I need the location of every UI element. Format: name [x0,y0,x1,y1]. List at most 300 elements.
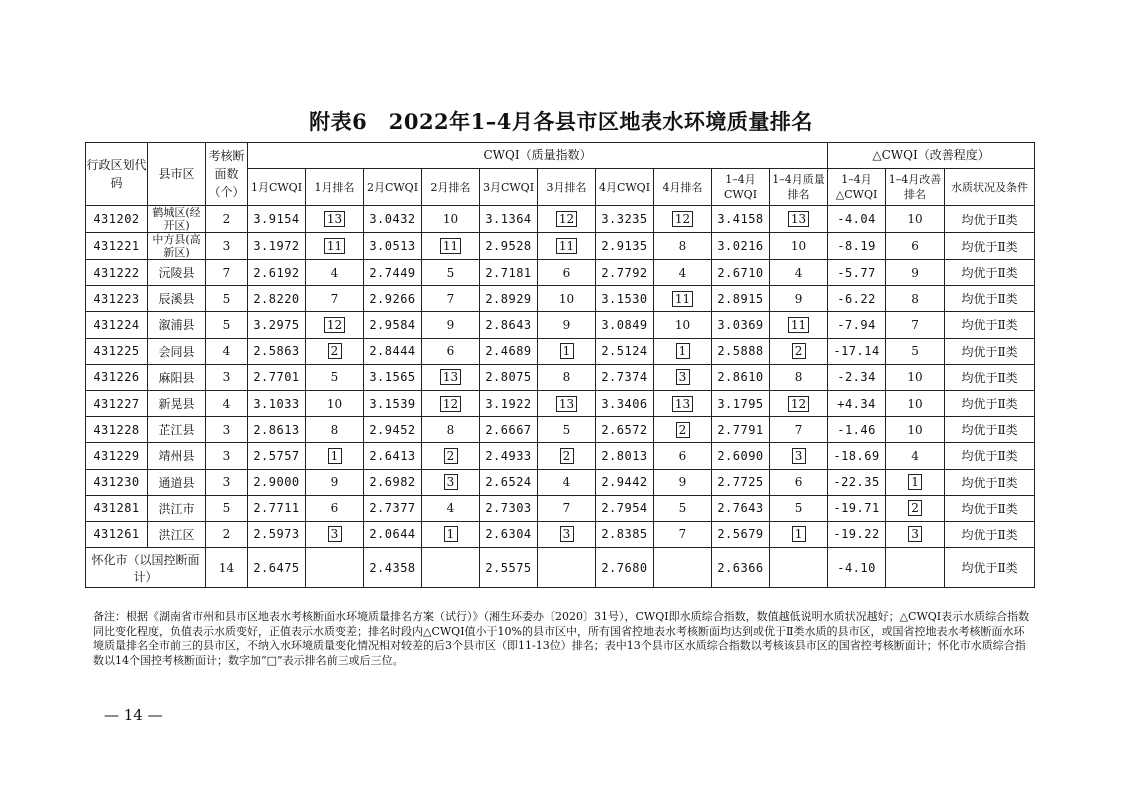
cell-value: 2 [222,527,231,542]
cell-value: -5.77 [837,265,876,280]
jan-rank-cell [306,469,364,495]
jan-cwqi-cell [248,521,306,547]
q-rank-cell [770,260,828,286]
cell-value: 431230 [93,475,140,490]
mar-rank-cell [538,312,596,338]
status-cell [945,417,1035,443]
rank-value: 5 [446,265,455,280]
apr-rank-cell [654,443,712,469]
cell-value: -2.34 [837,370,876,385]
cell-value: 2 [222,212,231,226]
rank-value: 7 [911,317,919,332]
sections-cell [206,312,248,338]
table-body [86,206,1035,588]
rank-value: 10 [442,212,459,226]
apr-rank-cell [654,469,712,495]
feb-rank-cell [422,469,480,495]
cell-value: 3.3235 [601,212,648,226]
apr-cwqi-cell [596,364,654,390]
q-rank-cell [770,495,828,521]
rank-value: 2 [908,500,922,516]
rank-value: 5 [794,501,803,516]
apr-rank-cell [654,390,712,416]
rank-value: 12 [324,317,345,333]
mar-cwqi-cell [480,495,538,521]
header-apr-cwqi: 4月CWQI [596,169,654,206]
delta-rank-cell [886,495,945,521]
total-empty-cell [770,548,828,588]
header-jan-cwqi: 1月CWQI [248,169,306,206]
cell-value: 3.1795 [717,396,764,411]
delta-rank-cell [886,233,945,260]
delta-rank-cell [886,443,945,469]
cell-value: 辰溪县 [158,292,195,307]
rank-value: 6 [794,475,803,490]
feb-cwqi-cell [364,417,422,443]
feb-rank-cell [422,312,480,338]
county-cell [148,521,206,547]
cell-value: 431225 [93,344,140,359]
feb-cwqi-cell [364,390,422,416]
cell-value: -18.69 [833,448,880,463]
rank-value: 2 [560,448,574,464]
code-cell [86,495,148,521]
mar-cwqi-cell [480,390,538,416]
rank-value: 8 [562,370,571,385]
rank-value: 4 [678,265,687,280]
feb-cwqi-cell [364,495,422,521]
rank-value: 9 [330,475,339,490]
cell-value: -8.19 [837,239,876,253]
cell-value: -17.14 [833,344,880,359]
q-cwqi-cell [712,469,770,495]
rank-value: 5 [330,370,339,385]
cell-value: 2.8915 [717,291,764,306]
cell-value: 3.0216 [717,239,764,253]
cell-value: 2.8929 [485,291,532,306]
rank-value: 6 [678,448,687,463]
cell-value: 3 [222,370,231,385]
total-jan-cwqi-cell: 2.6475 [248,548,306,588]
cell-value: 2.8013 [601,448,648,463]
apr-rank-cell [654,312,712,338]
cell-value: 431221 [93,239,140,253]
jan-cwqi-cell [248,338,306,364]
mar-cwqi-cell [480,417,538,443]
feb-cwqi-cell [364,233,422,260]
total-status-cell: 均优于Ⅱ类 [945,548,1035,588]
total-empty-cell [654,548,712,588]
cell-value: -22.35 [833,475,880,490]
mar-rank-cell [538,495,596,521]
delta-cell [828,260,886,286]
cell-value: 3.1565 [369,370,416,385]
cell-value: 2.5973 [253,527,300,542]
table-row [86,469,1035,495]
cell-value: 通道县 [158,475,195,490]
cell-value: 麻阳县 [158,370,195,385]
sections-cell [206,390,248,416]
apr-cwqi-cell [596,495,654,521]
cell-value: 会同县 [158,344,195,359]
code-cell [86,312,148,338]
apr-rank-cell [654,206,712,233]
mar-cwqi-cell [480,286,538,312]
rank-value: 6 [446,344,455,359]
cell-value: 4 [222,396,231,411]
cell-value: -4.04 [837,212,876,226]
cell-value: 3.0432 [369,212,416,226]
cell-value: 均优于Ⅱ类 [961,292,1018,307]
delta-cell [828,469,886,495]
rank-value: 3 [792,448,806,464]
cell-value: -19.22 [833,527,880,542]
q-cwqi-cell [712,443,770,469]
cell-value: 沅陵县 [158,266,195,281]
cell-value: 3 [222,475,231,490]
rank-value: 1 [444,526,458,542]
cell-value: 芷江县 [158,423,195,438]
header-status: 水质状况及条件 [945,169,1035,206]
mar-cwqi-cell [480,233,538,260]
county-cell [148,364,206,390]
cell-value: 2.9442 [601,475,648,490]
sections-cell [206,364,248,390]
rank-value: 9 [562,317,571,332]
cell-value: 3 [222,239,231,253]
header-jan-rank: 1月排名 [306,169,364,206]
header-mar-cwqi: 3月CWQI [480,169,538,206]
cell-value: 2.8610 [717,370,764,385]
total-empty-cell [422,548,480,588]
feb-rank-cell [422,443,480,469]
apr-rank-cell [654,521,712,547]
mar-cwqi-cell [480,206,538,233]
county-cell [148,443,206,469]
county-cell [148,495,206,521]
feb-cwqi-cell [364,469,422,495]
apr-cwqi-cell [596,443,654,469]
cell-value: 431222 [93,265,140,280]
feb-cwqi-cell [364,286,422,312]
code-cell [86,260,148,286]
cell-value: 2.7954 [601,501,648,516]
total-mar-cwqi-cell: 2.5575 [480,548,538,588]
cell-value: 2.7643 [717,501,764,516]
mar-rank-cell [538,233,596,260]
feb-cwqi-cell [364,260,422,286]
mar-rank-cell [538,206,596,233]
mar-cwqi-cell [480,338,538,364]
cell-value: 2.7725 [717,475,764,490]
delta-rank-cell [886,417,945,443]
cell-value: 2.5888 [717,344,764,359]
status-cell [945,206,1035,233]
jan-rank-cell [306,338,364,364]
q-cwqi-cell [712,521,770,547]
cell-value: +4.34 [837,396,876,411]
page-title: 附表6 2022年1–4月各县市区地表水环境质量排名 [309,109,813,134]
code-cell [86,233,148,260]
cell-value: -19.71 [833,501,880,516]
feb-rank-cell [422,364,480,390]
rank-value: 10 [790,239,807,253]
rank-value: 10 [558,291,575,306]
table-row [86,495,1035,521]
rank-value: 5 [911,344,919,359]
cell-value: 2.6710 [717,265,764,280]
sections-cell [206,521,248,547]
rank-value: 3 [444,474,458,490]
sections-cell [206,495,248,521]
q-rank-cell [770,417,828,443]
rank-value: 3 [676,369,690,385]
cell-value: 2.6413 [369,448,416,463]
delta-rank-cell [886,260,945,286]
cell-value: 均优于Ⅱ类 [961,475,1018,490]
feb-cwqi-cell [364,521,422,547]
code-cell [86,390,148,416]
status-cell [945,233,1035,260]
apr-cwqi-cell [596,390,654,416]
cell-value: 2.0644 [369,527,416,542]
code-cell [86,286,148,312]
cell-value: 2.5124 [601,344,648,359]
table-row [86,338,1035,364]
cell-value: 431223 [93,291,140,306]
cell-value: 3.0849 [601,317,648,332]
sections-cell [206,469,248,495]
sections-cell [206,286,248,312]
rank-value: 13 [556,396,577,412]
cell-value: 2.6572 [601,422,648,437]
rank-value: 5 [562,422,571,437]
cell-value: 2.7711 [253,501,300,516]
cell-value: 3.1530 [601,291,648,306]
jan-cwqi-cell [248,312,306,338]
cell-value: 3.1972 [253,239,300,253]
cell-value: 均优于Ⅱ类 [961,344,1018,359]
cell-value: -1.46 [837,422,876,437]
rank-value: 9 [446,317,455,332]
cell-value: 2.7303 [485,501,532,516]
status-cell [945,469,1035,495]
q-cwqi-cell [712,338,770,364]
cell-value: 3.1364 [485,212,532,226]
cell-value: 2.8613 [253,422,300,437]
rank-value: 7 [562,501,571,516]
header-sections: 考核断面数（个） [206,143,248,206]
rank-value: 10 [907,212,923,226]
ranking-table [85,142,1035,588]
q-cwqi-cell [712,417,770,443]
cell-value: 5 [222,501,231,516]
rank-value: 8 [794,370,803,385]
sections-cell [206,443,248,469]
county-cell [148,206,206,233]
rank-value: 10 [907,370,923,385]
rank-value: 4 [794,265,803,280]
rank-value: 6 [330,501,339,516]
mar-cwqi-cell [480,260,538,286]
county-cell [148,233,206,260]
mar-rank-cell [538,260,596,286]
status-cell [945,286,1035,312]
cell-value: 2.6667 [485,422,532,437]
jan-cwqi-cell [248,443,306,469]
sections-cell [206,233,248,260]
q-cwqi-cell [712,312,770,338]
status-cell [945,338,1035,364]
cell-value: 2.6304 [485,527,532,542]
cell-value: 2.7377 [369,501,416,516]
delta-cell [828,443,886,469]
table-row [86,233,1035,260]
rank-value: 4 [562,475,571,490]
q-rank-cell [770,338,828,364]
rank-value: 7 [330,291,339,306]
rank-value: 1 [328,448,342,464]
rank-value: 11 [556,238,577,254]
footnote: 备注：根据《湖南省市州和县市区地表水考核断面水环境质量排名方案（试行）》（湘生环委办〔2020〕31号），CWQI即水质综合指数，数值越低说明水质状况越好；△CWQI表示水质综合指数同比变化程度，负值表示水质变好，正值表示水质变差；排名时段内△CWQI值小于10%的县市区中，所有国省控地表水考核断面均达到或优于Ⅱ类水质的县市区，或国省控地表水考核断面水环境质量排名全市前三的县市区，不纳入水环境质量变化情况相对较差的后3个县市区（即11-13位）排名；表中13个县市区水质综合指数以考核该县市区的国省控考核断面计；怀化市水质综合指数以14个国控考核断面计；数字加“□”表示排名前三或后三位。 [93,610,1030,667]
mar-rank-cell [538,469,596,495]
q-rank-cell [770,206,828,233]
rank-value: 6 [562,265,571,280]
mar-rank-cell [538,364,596,390]
apr-rank-cell [654,260,712,286]
county-cell [148,417,206,443]
cell-value: 2.8643 [485,317,532,332]
feb-rank-cell [422,260,480,286]
cell-value: 2.6192 [253,265,300,280]
delta-cell [828,206,886,233]
feb-cwqi-cell [364,443,422,469]
cell-value: 均优于Ⅱ类 [961,212,1018,227]
cell-value: 均优于Ⅱ类 [961,449,1018,464]
mar-cwqi-cell [480,443,538,469]
delta-rank-cell [886,312,945,338]
cell-value: 7 [222,265,231,280]
rank-value: 2 [792,343,806,359]
cell-value: 431227 [93,396,140,411]
header-delta-group: △CWQI（改善程度） [828,143,1035,169]
jan-cwqi-cell [248,495,306,521]
page-number: — 14 — [104,706,163,724]
apr-rank-cell [654,417,712,443]
q-cwqi-cell [712,390,770,416]
rank-value: 8 [678,239,687,253]
q-cwqi-cell [712,495,770,521]
cell-value: 431226 [93,370,140,385]
apr-cwqi-cell [596,417,654,443]
cell-value: -6.22 [837,291,876,306]
rank-value: 11 [788,317,809,333]
header-q-cwqi: 1–4月CWQI [712,169,770,206]
q-rank-cell [770,521,828,547]
jan-rank-cell [306,364,364,390]
cell-value: 2.7791 [717,422,764,437]
status-cell [945,495,1035,521]
mar-rank-cell [538,443,596,469]
rank-value: 8 [330,422,339,437]
apr-cwqi-cell [596,312,654,338]
cell-value: 5 [222,291,231,306]
cell-value: 431224 [93,317,140,332]
county-cell [148,338,206,364]
total-delta-cell: -4.10 [828,548,886,588]
apr-cwqi-cell [596,469,654,495]
apr-cwqi-cell [596,338,654,364]
rank-value: 10 [907,422,923,437]
cell-value: 3 [222,422,231,437]
status-cell [945,364,1035,390]
q-rank-cell [770,364,828,390]
rank-value: 13 [672,396,693,412]
county-cell [148,260,206,286]
feb-rank-cell [422,338,480,364]
q-rank-cell [770,469,828,495]
mar-cwqi-cell [480,469,538,495]
cell-value: 3.3406 [601,396,648,411]
delta-cell [828,495,886,521]
sections-cell [206,206,248,233]
rank-value: 5 [678,501,687,516]
rank-value: 8 [911,291,919,306]
status-cell [945,312,1035,338]
rank-value: 10 [674,317,691,332]
cell-value: 2.9452 [369,422,416,437]
status-cell [945,443,1035,469]
delta-cell [828,286,886,312]
feb-rank-cell [422,286,480,312]
apr-cwqi-cell [596,260,654,286]
jan-rank-cell [306,495,364,521]
mar-rank-cell [538,521,596,547]
rank-value: 3 [328,526,342,542]
q-cwqi-cell [712,233,770,260]
rank-value: 8 [446,422,455,437]
delta-rank-cell [886,286,945,312]
table-row [86,206,1035,233]
feb-rank-cell [422,206,480,233]
jan-cwqi-cell [248,417,306,443]
cell-value: 鹤城区(经开区) [152,206,201,232]
mar-rank-cell [538,390,596,416]
cell-value: 2.8220 [253,291,300,306]
code-cell [86,364,148,390]
code-cell [86,443,148,469]
cell-value: 2.8075 [485,370,532,385]
cell-value: 3.9154 [253,212,300,226]
table-row [86,312,1035,338]
mar-rank-cell [538,286,596,312]
cell-value: 均优于Ⅱ类 [961,423,1018,438]
rank-value: 10 [326,396,343,411]
rank-value: 7 [794,422,803,437]
apr-rank-cell [654,364,712,390]
cell-value: 2.8444 [369,344,416,359]
cell-value: 4 [222,344,231,359]
cell-value: 3.0369 [717,317,764,332]
feb-cwqi-cell [364,312,422,338]
apr-rank-cell [654,495,712,521]
rank-value: 11 [440,238,461,254]
cell-value: 2.7701 [253,370,300,385]
feb-rank-cell [422,233,480,260]
jan-cwqi-cell [248,364,306,390]
apr-cwqi-cell [596,521,654,547]
rank-value: 12 [556,211,577,227]
